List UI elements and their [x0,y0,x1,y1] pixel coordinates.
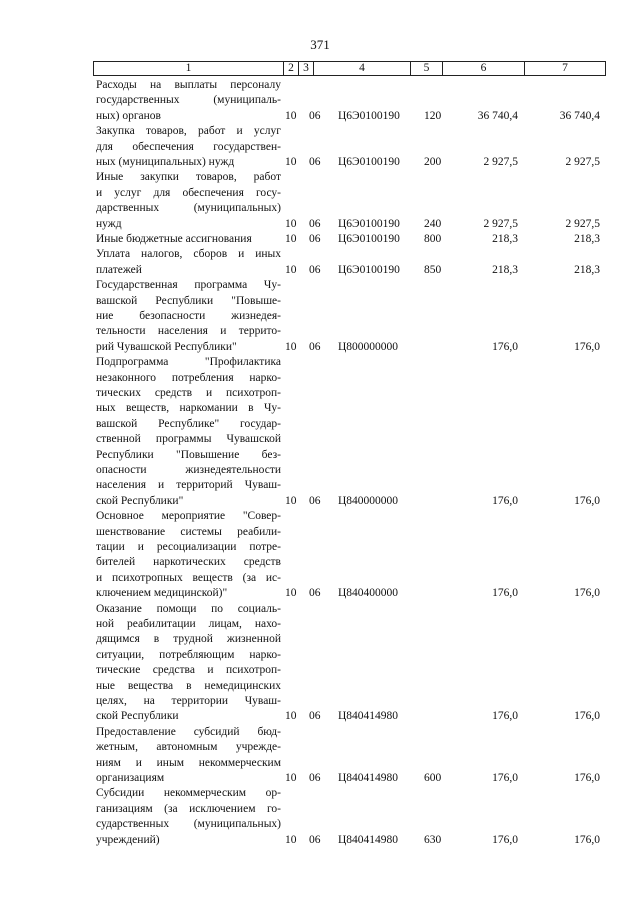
subsection-cell: 06 [309,710,321,723]
section-cell: 10 [285,340,297,353]
amount-cell: 176,0 [574,771,600,784]
amount-cell: 218,3 [492,263,518,276]
target-code-cell: Ц6Э0100190 [338,155,400,168]
table-row [96,278,606,355]
row-description [96,124,281,170]
table-row [96,232,606,247]
table-row [96,247,606,278]
table-row [96,124,606,170]
amount-cell: 2 927,5 [565,217,600,230]
description-line: Субсидии некоммерческим ор- [96,787,281,800]
row-description [96,247,281,278]
description-line: целях, на территории Чуваш- [96,694,281,707]
description-line: учреждений) [96,833,160,846]
row-description [96,602,281,725]
description-line: Основное мероприятие "Совер- [96,510,281,523]
page-number: 371 [310,37,330,52]
row-description [96,786,281,848]
description-line: ных (муниципальных) нужд [96,155,235,168]
amount-cell: 36 740,4 [559,109,600,122]
description-line: населения и территорий Чуваш- [96,479,281,492]
description-line: ниям и иным некоммерческим [96,756,281,769]
table-row [96,602,606,725]
description-line: Расходы на выплаты персоналу [96,79,281,91]
row-description [96,278,281,355]
description-line: незаконного потребления нарко- [96,371,281,384]
description-line: Подпрограмма "Профилактика [96,356,281,369]
subsection-cell: 06 [309,232,321,245]
subsection-cell: 06 [309,340,321,353]
header-col-6: 6 [442,62,524,75]
expense-type-cell: 240 [424,217,442,230]
amount-cell: 176,0 [492,587,518,600]
description-line: Оказание помощи по социаль- [96,602,281,615]
description-line: ганизациям (за исключением го- [96,802,281,815]
section-cell: 10 [285,109,297,122]
target-code-cell: Ц840414980 [338,771,399,784]
subsection-cell: 06 [309,494,321,507]
description-line: вашской Республики "Повыше- [96,294,281,307]
expense-type-cell: 120 [424,109,442,122]
amount-cell: 36 740,4 [477,109,518,122]
table-row [96,355,606,509]
section-cell: 10 [285,155,297,168]
target-code-cell: Ц840000000 [338,494,399,507]
row-description [96,725,281,787]
description-line: дарственных (муниципальных) [96,202,281,215]
description-line: ситуации, потребляющим нарко- [96,648,281,661]
subsection-cell: 06 [309,217,321,230]
description-line: тические средства и психотроп- [96,664,281,677]
description-line: платежей [96,263,142,276]
description-line: нужд [96,217,122,230]
amount-cell: 2 927,5 [483,217,518,230]
amount-cell: 176,0 [574,833,600,846]
description-line: Иные бюджетные ассигнования [96,233,252,245]
section-cell: 10 [285,771,297,784]
header-col-4: 4 [313,62,410,75]
table-row [96,170,606,232]
expense-type-cell: 800 [424,232,442,245]
table-row [96,78,606,124]
description-line: опасности жизнедеятельности [96,463,281,476]
description-line: жетным, автономным учрежде- [96,741,281,754]
description-line: ской Республики" [96,494,184,507]
description-line: Уплата налогов, сборов и иных [96,248,281,261]
target-code-cell: Ц6Э0100190 [338,263,400,276]
expense-type-cell: 200 [424,155,442,168]
header-col-5: 5 [410,62,442,75]
description-line: шенствование системы реабили- [96,525,281,538]
amount-cell: 218,3 [492,232,518,245]
header-col-1: 1 [93,62,283,75]
description-line: сударственных (муниципальных) [96,818,281,831]
description-line: тельности населения и террито- [96,325,281,338]
expense-type-cell: 600 [424,771,442,784]
row-description [96,232,281,247]
header-col-2: 2 [283,62,298,75]
amount-cell: 176,0 [574,494,600,507]
description-line: вашской Республике" государ- [96,417,281,430]
description-line: ние безопасности жизнедея- [96,309,281,322]
target-code-cell: Ц840414980 [338,710,399,723]
description-line: и услуг для обеспечения госу- [96,186,281,199]
description-line: рий Чувашской Республики" [96,340,237,353]
target-code-cell: Ц840400000 [338,587,399,600]
subsection-cell: 06 [309,263,321,276]
description-line: ные вещества в немедицинских [96,679,281,692]
description-line: тации и ресоциализации потре- [96,540,281,553]
section-cell: 10 [285,263,297,276]
target-code-cell: Ц6Э0100190 [338,217,400,230]
table-header [93,61,606,76]
description-line: дящимся в трудной жизненной [96,633,281,646]
amount-cell: 176,0 [492,494,518,507]
amount-cell: 176,0 [492,340,518,353]
description-line: для обеспечения государствен- [96,140,281,153]
table-row [96,786,606,848]
section-cell: 10 [285,217,297,230]
amount-cell: 176,0 [574,340,600,353]
amount-cell: 218,3 [574,232,600,245]
description-line: ключением медицинской)" [96,587,228,600]
target-code-cell: Ц6Э0100190 [338,232,400,245]
target-code-cell: Ц6Э0100190 [338,109,400,122]
description-line: тических средств и психотроп- [96,386,281,399]
section-cell: 10 [285,587,297,600]
row-description [96,355,281,509]
expense-type-cell: 630 [424,833,442,846]
description-line: Республики "Повышение без- [96,448,281,461]
amount-cell: 218,3 [574,263,600,276]
expense-type-cell: 850 [424,263,442,276]
description-line: ных) органов [96,109,161,122]
description-line: ной реабилитации лицам, нахо- [96,617,281,630]
subsection-cell: 06 [309,109,321,122]
description-line: Предоставление субсидий бюд- [96,725,281,738]
table-row [96,725,606,787]
subsection-cell: 06 [309,771,321,784]
subsection-cell: 06 [309,155,321,168]
description-line: Иные закупки товаров, работ [96,171,281,184]
section-cell: 10 [285,494,297,507]
subsection-cell: 06 [309,833,321,846]
header-col-3: 3 [298,62,313,75]
subsection-cell: 06 [309,587,321,600]
row-description [96,170,281,232]
target-code-cell: Ц800000000 [338,340,399,353]
header-col-7: 7 [524,62,606,75]
amount-cell: 176,0 [492,771,518,784]
table-row [96,509,606,601]
description-line: государственных (муниципаль- [96,94,281,107]
amount-cell: 176,0 [492,833,518,846]
amount-cell: 176,0 [492,710,518,723]
section-cell: 10 [285,710,297,723]
row-description [96,509,281,601]
description-line: Государственная программа Чу- [96,279,281,292]
description-line: бителей наркотических средств [96,556,281,569]
description-line: организациям [96,771,165,784]
amount-cell: 176,0 [574,710,600,723]
description-line: ственной программы Чувашской [96,433,281,446]
amount-cell: 2 927,5 [565,155,600,168]
section-cell: 10 [285,232,297,245]
row-description [96,78,281,124]
description-line: Закупка товаров, работ и услуг [96,125,281,138]
amount-cell: 2 927,5 [483,155,518,168]
description-line: ской Республики [96,710,179,723]
amount-cell: 176,0 [574,587,600,600]
description-line: ных веществ, наркомании в Чу- [96,402,281,415]
target-code-cell: Ц840414980 [338,833,399,846]
section-cell: 10 [285,833,297,846]
description-line: и психотропных веществ (за ис- [96,571,281,584]
